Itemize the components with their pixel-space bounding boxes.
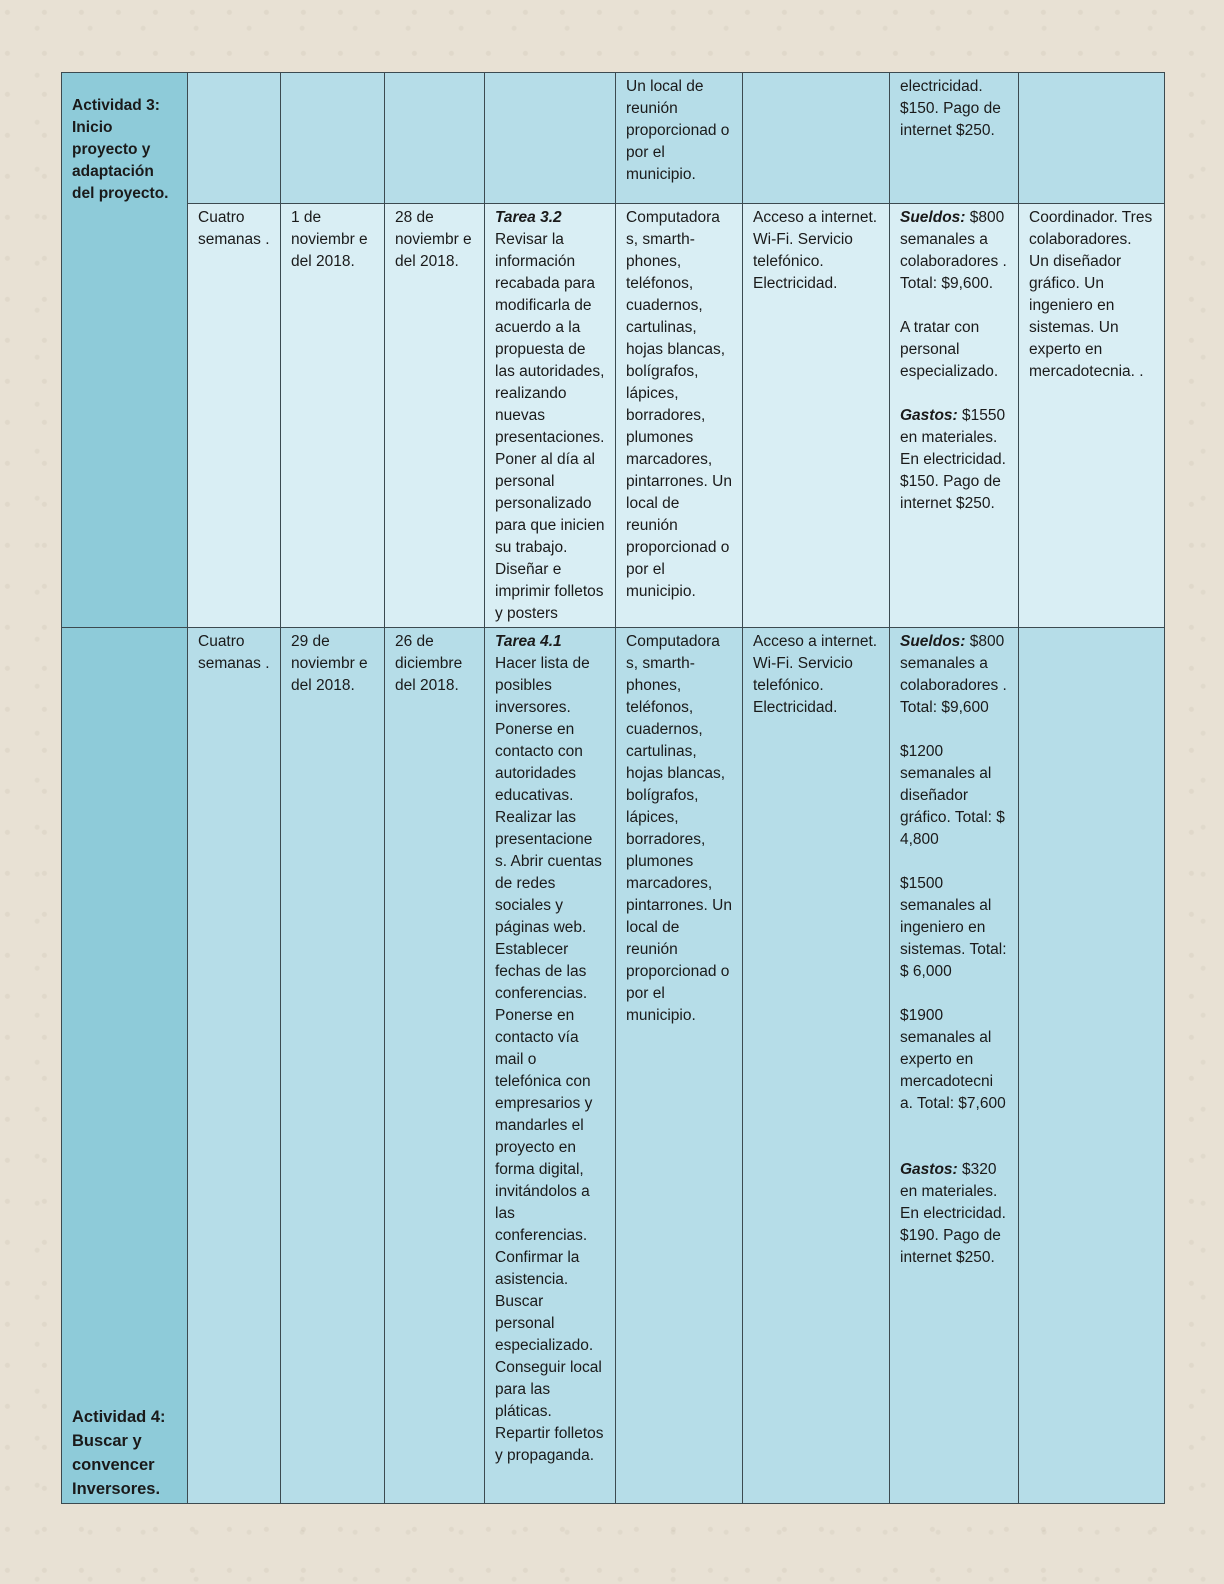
table-row — [62, 73, 1165, 204]
cost-sueldos — [900, 207, 1008, 295]
materials-cell: Computadora s, smarth-phones, teléfonos, cuadernos, cartulinas, hojas blancas, bolígrafos, lápices, borradores, plumones marcadores, pintarrones. Un local de reunión proporcionad o por el municipio. — [616, 627, 743, 1503]
cost-gastos — [900, 405, 1008, 515]
task-cell — [485, 627, 616, 1503]
activity-4-label: Actividad 4: Buscar y convencer Inversores. — [72, 1408, 166, 1498]
task-title: Tarea 4.1 — [495, 632, 562, 650]
cost-experto: $1900 semanales al experto en mercadotecni a. Total: $7,600 — [900, 1006, 1006, 1112]
staff-cell — [1019, 73, 1165, 204]
task-cell — [485, 204, 616, 627]
cost-value: $800 semanales a colaboradores . Total: $9,600. — [900, 209, 1007, 293]
cost-gastos — [900, 1159, 1008, 1269]
costs-cell — [890, 627, 1019, 1503]
table-row — [62, 204, 1165, 627]
services-cell — [743, 73, 890, 204]
activity-3-label: Actividad 3: Inicio proyecto y adaptación del proyecto. — [72, 97, 169, 202]
materials-cell: Computadora s, smarth-phones, teléfonos, cuadernos, cartulinas, hojas blancas, bolígrafos, lápices, borradores, plumones marcadores, pintarrones. Un local de reunión proporcionad o por el municipio. — [616, 204, 743, 627]
staff-cell: Coordinador. Tres colaboradores. Un diseñador gráfico. Un ingeniero en sistemas. Un experto en mercadotecnia. . — [1019, 204, 1165, 627]
cost-sueldos — [900, 631, 1008, 719]
cost-value: $1550 en materiales. En electricidad. $150. Pago de internet $250. — [900, 407, 1006, 513]
duration-cell: Cuatro semanas . — [188, 627, 281, 1503]
start-date-cell — [281, 73, 385, 204]
cost-value: $320 en materiales. En electricidad. $190. Pago de internet $250. — [900, 1160, 1006, 1266]
costs-cell — [890, 204, 1019, 627]
activity-plan-table — [61, 72, 1165, 1504]
cost-ingeniero: $1500 semanales al ingeniero en sistemas. Total: $ 6,000 — [900, 874, 1007, 980]
end-date-cell — [385, 73, 485, 204]
cost-value: $800 semanales a colaboradores . Total: $9,600 — [900, 632, 1007, 716]
activity-3-cell — [62, 73, 188, 628]
table-row — [62, 627, 1165, 1503]
services-cell: Acceso a internet. Wi-Fi. Servicio telefónico. Electricidad. — [743, 627, 890, 1503]
cost-label: Sueldos: — [900, 632, 966, 650]
staff-cell — [1019, 627, 1165, 1503]
cost-label: Sueldos: — [900, 209, 966, 227]
costs-cell: electricidad. $150. Pago de internet $250. — [890, 73, 1019, 204]
cost-label: Gastos: — [900, 407, 958, 425]
cost-disenador: $1200 semanales al diseñador gráfico. Total: $ 4,800 — [900, 742, 1005, 848]
duration-cell — [188, 73, 281, 204]
task-cell — [485, 73, 616, 204]
cost-note: A tratar con personal especializado. — [900, 319, 999, 381]
materials-cell: Un local de reunión proporcionad o por el municipio. — [616, 73, 743, 204]
cost-label: Gastos: — [900, 1160, 958, 1178]
start-date-cell: 29 de noviembr e del 2018. — [281, 627, 385, 1503]
end-date-cell: 28 de noviembr e del 2018. — [385, 204, 485, 627]
duration-cell: Cuatro semanas . — [188, 204, 281, 627]
task-title: Tarea 3.2 — [495, 209, 562, 227]
task-description: Hacer lista de posibles inversores. Ponerse en contacto con autoridades educativas. Realizar las presentacione s. Abrir cuentas de redes sociales y páginas web. Establecer fechas de las conferencias. Ponerse en contacto vía mail o telefónica con empresarios y mandarles el proyecto en forma digital, invitándolos a las conferencias. Confirmar la asistencia. Buscar personal especializado. Conseguir local para las pláticas. Repartir folletos y propaganda. — [495, 654, 604, 1464]
end-date-cell: 26 de diciembre del 2018. — [385, 627, 485, 1503]
activity-4-cell — [62, 627, 188, 1503]
task-description: Revisar la información recabada para modificarla de acuerdo a la propuesta de las autoridades, realizando nuevas presentaciones. Poner al día al personal personalizado para que inicien su trabajo. Diseñar e imprimir folletos y posters — [495, 231, 605, 623]
start-date-cell: 1 de noviembr e del 2018. — [281, 204, 385, 627]
services-cell: Acceso a internet. Wi-Fi. Servicio telefónico. Electricidad. — [743, 204, 890, 627]
